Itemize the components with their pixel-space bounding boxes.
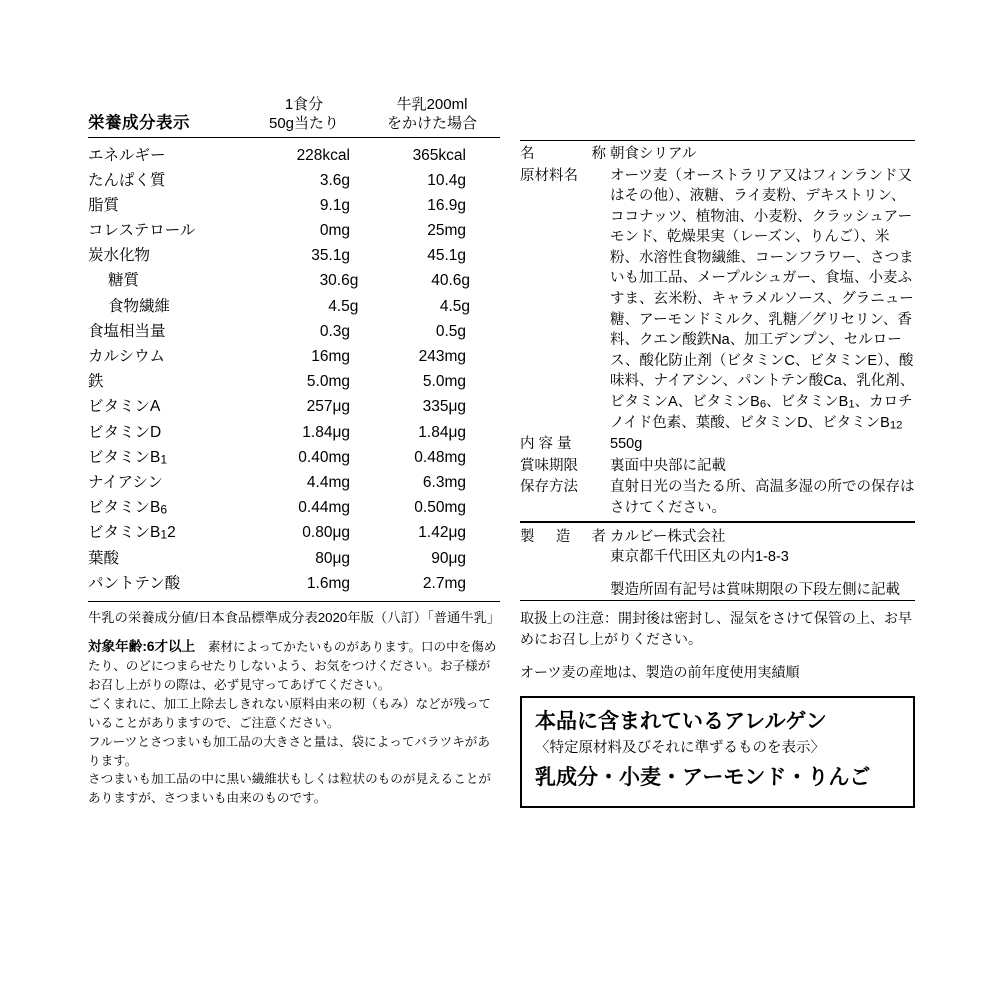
nutrition-row-value-per-serving: 0mg — [319, 222, 350, 240]
nutrition-row-value-with-milk: 5.0mg — [422, 373, 466, 391]
nutrition-row-value-with-milk: 365kcal — [412, 146, 466, 164]
nutrition-row-label: パントテン酸 — [88, 574, 181, 592]
nutrition-row-label: 食物繊維 — [108, 297, 171, 315]
caution-paragraph-4: さつまいも加工品の中に黒い繊維状もしくは粒状のものが見えることがありますが、さつまいも由来のものです。 — [88, 772, 491, 806]
nutrition-row — [88, 369, 500, 394]
info-key-name: 名 称 — [520, 146, 606, 162]
nutrition-column1-line1: 1食分 — [284, 96, 324, 113]
nutrition-column2-line2: をかけた場合 — [386, 114, 477, 132]
manufacturer-code-note: 製造所固有記号は賞味期限の下段左側に記載 — [610, 581, 900, 598]
nutrition-row-value-with-milk: 10.4g — [427, 171, 466, 189]
nutrition-row-label: ビタミンB12 — [88, 524, 176, 542]
nutrition-row-label: たんぱく質 — [88, 171, 166, 189]
nutrition-row-label: ビタミンA — [88, 398, 161, 416]
nutrition-row — [88, 168, 500, 193]
nutrition-row — [88, 143, 500, 168]
nutrition-row — [88, 319, 500, 344]
nutrition-row-label: 脂質 — [88, 196, 120, 214]
info-key-bestbefore: 賞味期限 — [520, 457, 578, 474]
allergen-box — [520, 696, 915, 808]
product-info-table — [520, 140, 915, 601]
nutrition-column1-header — [240, 96, 368, 134]
age-caution-label: 対象年齢:6才以上 — [88, 638, 196, 654]
nutrition-row-value-with-milk: 45.1g — [427, 247, 466, 265]
nutrition-row-value-with-milk: 4.5g — [439, 297, 470, 315]
nutrition-row-label: ビタミンD — [88, 423, 162, 441]
info-key-storage: 保存方法 — [520, 479, 578, 496]
nutrition-row-value-per-serving: 30.6g — [319, 272, 359, 290]
info-row-storage — [520, 476, 915, 518]
nutrition-row-value-with-milk: 0.5g — [435, 322, 466, 340]
nutrition-row-label: 鉄 — [88, 373, 104, 391]
nutrition-row — [88, 495, 500, 520]
allergen-subtitle: 〈特定原材料及びそれに準ずるものを表示〉 — [535, 739, 825, 756]
nutrition-row-value-with-milk: 6.3mg — [422, 473, 466, 491]
nutrition-column2-line1: 牛乳200ml — [396, 96, 468, 113]
nutrition-row — [88, 445, 500, 470]
nutrition-row-value-per-serving: 80μg — [315, 549, 350, 567]
nutrition-row-label: ビタミンB6 — [88, 499, 168, 517]
nutrition-row-label: 食塩相当量 — [88, 322, 166, 340]
nutrition-row-value-with-milk: 2.7mg — [422, 574, 466, 592]
nutrition-row-label: コレステロール — [88, 222, 196, 240]
age-caution — [88, 637, 500, 695]
nutrition-panel — [88, 96, 500, 808]
info-value-manufacturer — [606, 526, 915, 601]
nutrition-row — [88, 243, 500, 268]
nutrition-row-label: ナイアシン — [88, 473, 163, 491]
nutrition-row — [88, 571, 500, 596]
allergen-list: 乳成分・小麦・アーモンド・りんご — [535, 766, 871, 790]
nutrition-row — [88, 218, 500, 243]
nutrition-row-value-with-milk: 90μg — [431, 549, 466, 567]
nutrition-row-value-per-serving: 1.84μg — [302, 423, 350, 441]
nutrition-row-value-with-milk: 40.6g — [431, 272, 470, 290]
nutrition-row — [88, 344, 500, 369]
nutrition-row-value-per-serving: 257μg — [306, 398, 350, 416]
nutrition-row — [88, 470, 500, 495]
info-value-volume: 550g — [610, 436, 643, 453]
info-key-manufacturer: 製 造 者 — [520, 528, 606, 545]
nutrition-row — [88, 546, 500, 571]
nutrition-row-label: エネルギー — [88, 146, 166, 164]
origin-note: オーツ麦の産地は、製造の前年度使用実績順 — [520, 664, 800, 681]
nutrition-row-value-with-milk: 335μg — [422, 398, 466, 416]
manufacturer-name: カルビー株式会社 — [610, 528, 726, 545]
nutrition-table-header — [88, 96, 500, 137]
nutrition-row-value-per-serving: 35.1g — [311, 247, 350, 265]
nutrition-row-value-per-serving: 5.0mg — [306, 373, 350, 391]
handling-note: 取扱上の注意：開封後は密封し、湿気をさけて保管の上、お早めにお召し上がりください。 — [520, 610, 912, 647]
nutrition-row-value-with-milk: 0.48mg — [414, 448, 466, 466]
nutrition-table — [88, 137, 500, 602]
nutrition-row — [88, 193, 500, 218]
info-key-volume: 内 容 量 — [520, 436, 572, 453]
nutrition-row-value-with-milk: 1.42μg — [418, 524, 466, 542]
info-divider — [520, 521, 915, 522]
info-key-ingredients: 原材料名 — [520, 167, 578, 184]
nutrition-row-value-with-milk: 243mg — [418, 348, 466, 365]
info-value-storage: 直射日光の当たる所、高温多湿の所での保存はさけてください。 — [610, 479, 915, 516]
nutrition-row-value-per-serving: 0.40mg — [298, 448, 350, 466]
nutrition-source-note: 牛乳の栄養成分値/日本食品標準成分表2020年版（八訂）「普通牛乳」 — [88, 609, 501, 625]
nutrition-row-value-per-serving: 3.6g — [319, 171, 350, 189]
nutrition-row-label: 糖質 — [108, 272, 140, 290]
nutrition-row-value-per-serving: 4.4mg — [306, 473, 350, 491]
nutrition-row-value-per-serving: 1.6mg — [306, 574, 350, 592]
nutrition-row-label: 炭水化物 — [88, 247, 151, 265]
manufacturer-address: 東京都千代田区丸の内1-8-3 — [610, 549, 789, 566]
info-row-name — [520, 141, 915, 165]
age-caution-text: 素材によってかたいものがあります。口の中を傷めたり、のどにつまらせたりしないよう、お気をつけください。お子様がお召し上がりの際は、必ず見守ってあげてください。 — [88, 639, 497, 693]
nutrition-row-value-with-milk: 0.50mg — [414, 499, 466, 517]
nutrition-row — [88, 294, 500, 319]
nutrition-row-value-per-serving: 228kcal — [296, 146, 350, 164]
nutrition-title: 栄養成分表示 — [88, 113, 190, 132]
nutrition-row — [88, 520, 500, 545]
nutrition-row-value-per-serving: 0.44mg — [298, 499, 350, 517]
nutrition-row-value-with-milk: 1.84μg — [418, 423, 466, 441]
nutrition-row-value-with-milk: 16.9g — [427, 196, 466, 214]
nutrition-column1-line2: 50g当たり — [268, 114, 340, 132]
nutrition-row-value-per-serving: 0.80μg — [302, 524, 350, 542]
info-row-volume — [520, 433, 915, 455]
caution-paragraph-2: ごくまれに、加工上除去しきれない原料由来の籾（もみ）などが残っていることがありますので、ご注意ください。 — [88, 696, 491, 730]
nutrition-row — [88, 394, 500, 419]
nutrition-row-value-per-serving: 0.3g — [319, 322, 350, 340]
info-row-bestbefore — [520, 455, 915, 477]
nutrition-row-value-per-serving: 16mg — [311, 348, 350, 365]
allergen-title: 本品に含まれているアレルゲン — [535, 710, 827, 734]
nutrition-row — [88, 268, 500, 293]
nutrition-row-label: 葉酸 — [88, 549, 120, 567]
nutrition-row — [88, 420, 500, 445]
caution-paragraph-3: フルーツとさつまいも加工品の大きさと量は、袋によってバラツキがあります。 — [88, 734, 490, 768]
info-value-ingredients: オーツ麦（オーストラリア又はフィンランド又はその他）、液糖、ライ麦粉、デキストリン、ココナッツ、植物油、小麦粉、クラッシュアーモンド、乾燥果実（レーズン、りんご）、米粉、水溶性食物繊維、コーンフラワー、さつまいも加工品、メープルシュガー、食塩、小麦ふすま、玄米粉、キャラメルソース、グラニュー糖、アーモンドミルク、乳糖／グリセリン、香料、クエン酸鉄Na、加工デンプン、セルロース、酸化防止剤（ビタミンC、ビタミンE）、酸味料、ナイアシン、パントテン酸Ca、乳化剤、ビタミンA、ビタミンB6、ビタミンB1、カロチノイド色素、葉酸、ビタミンD、ビタミンB12 — [610, 167, 915, 431]
info-value-bestbefore: 裏面中央部に記載 — [610, 457, 726, 474]
nutrition-row-label: ビタミンB1 — [88, 448, 168, 467]
nutrition-column2-header — [368, 96, 496, 134]
info-row-ingredients — [520, 165, 915, 434]
info-value-name: 朝食シリアル — [610, 146, 697, 162]
nutrition-row-label: カルシウム — [88, 348, 165, 365]
nutrition-row-value-with-milk: 25mg — [427, 222, 466, 240]
info-row-manufacturer — [520, 526, 915, 601]
nutrition-row-value-per-serving: 9.1g — [319, 196, 350, 214]
nutrition-row-value-per-serving: 4.5g — [328, 297, 359, 315]
product-info-panel — [520, 140, 915, 808]
